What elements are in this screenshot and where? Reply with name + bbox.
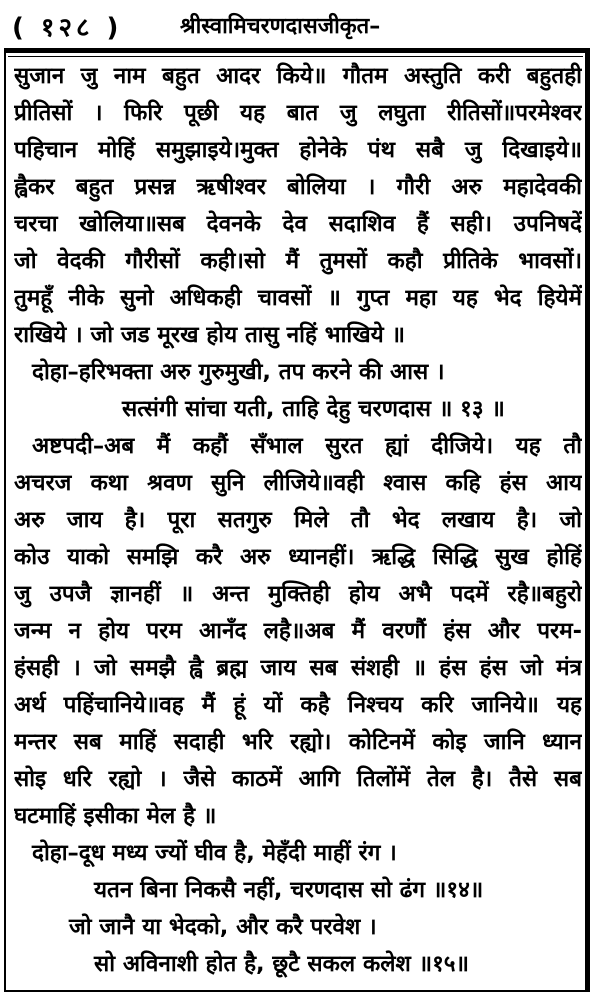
page-header [0,4,600,44]
text-line: कोउ याको समझि करै अरु ध्यानहीं। ऋद्धि सिद्धि सुख होहिं [14,544,582,570]
text-line: राखिये । जो जड मूरख होय तासु नहिं भाखिये ॥ [14,322,406,348]
text-line: सुजान जु नाम बहुत आदर किये॥ गौतम अस्तुति करी बहुतही [14,63,582,89]
verse-body [14,58,582,983]
doha-line: जो जानै या भेदको, और करै परवेश । [69,914,377,940]
doha-line: दोहा–दूध मध्य ज्यों घीव है, मेहँदी माहीं रंग । [32,840,397,866]
text-line: ह्वैकर बहुत प्रसन्न ऋषीश्वर बोलिया । गौरी अरु महादेवकी [14,174,582,200]
text-line: चरचा खोलिया॥सब देवनके देव सदाशिव हैं सही। उपनिषदें [14,211,582,237]
text-line: जन्म न होय परम आनँद लहै॥अब मैं वरणौं हंस और परम- [14,618,582,644]
text-line: जो वेदकी गौरीसों कही।सो मैं तुमसों कहौ प्रीतिके भावसों। [14,248,582,274]
doha-line: यतन बिना निकसै नहीं, चरणदास सो ढंग ॥१४॥ [94,877,484,903]
text-line: हंसही । जो समझै ह्वै ब्रह्म जाय सब संशही ॥ हंस हंस जो मंत्र [14,655,582,681]
doha-line: दोहा–हरिभक्ता अरु गुरुमुखी, तप करने की आस । [32,359,445,385]
text-line: मन्तर सब माहिं सदाही भरि रह्यो। कोटिनमें कोइ जानि ध्यान [14,729,582,755]
doha-line: सत्संगी सांचा यती, ताहि देहु चरणदास ॥ १३ ॥ [122,396,505,422]
text-line: अरु जाय है। पूरा सतगुरु मिले तौ भेद लखाय है। जो [14,507,582,533]
text-line: घटमाहिं इसीका मेल है ॥ [14,803,217,829]
text-line: अर्थ पहिंचानिये॥वह मैं हूं यों कहै निश्चय करि जानिये॥ यह [14,692,582,718]
text-line: प्रीतिसों । फिरि पूछी यह बात जु लघुता रीतिसों॥परमेश्वर [14,100,582,126]
doha-line: सो अविनाशी होत है, छूटै सकल कलेश ॥१५॥ [94,951,469,977]
text-line: तुमहूँ नीके सुनो अधिकही चावसों ॥ गुप्त महा यह भेद हियेमें [14,285,582,311]
text-line: जु उपजै ज्ञानहीं ॥ अन्त मुक्तिही होय अभै पदमें रहै॥बहुरो [14,581,582,607]
text-line: सोइ धरि रह्यो । जैसे काठमें आगि तिलोंमें तेल है। तैसे सब [14,766,582,792]
running-title: श्रीस्वामिचरणदासजीकृत– [180,14,381,39]
page-number: ( १२८ ) [12,13,123,43]
text-line: पहिचान मोहिं समुझाइये।मुक्त होनेके पंथ सबै जु दिखाइये॥ [14,137,582,163]
text-line: अचरज कथा श्रवण सुनि लीजिये॥वही श्वास कहि हंस आय [14,470,582,496]
ashtapadi-line: अष्टपदी–अब मैं कहौं सँभाल सुरत ह्यां दीजिये। यह तौ [32,433,582,459]
